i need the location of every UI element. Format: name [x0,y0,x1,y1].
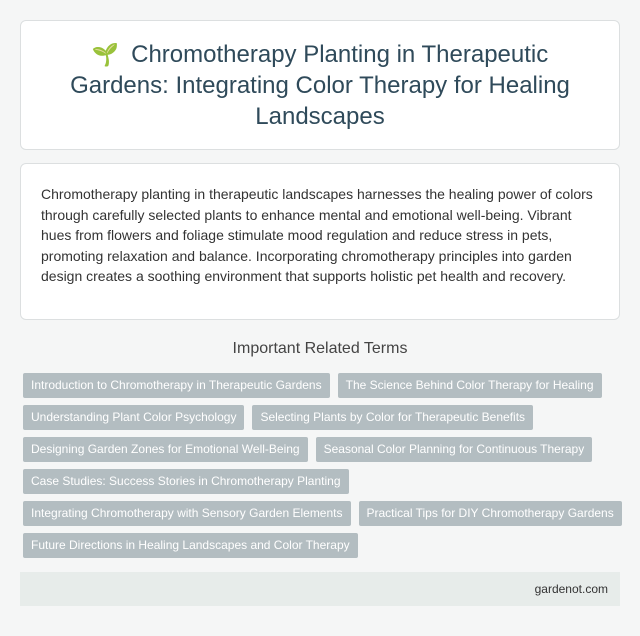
footer-site-link[interactable]: gardenot.com [534,582,608,596]
term-tag[interactable]: Introduction to Chromotherapy in Therapeutic Gardens [23,373,330,398]
seedling-icon: 🌱 [91,41,120,67]
related-terms-heading: Important Related Terms [232,340,408,357]
term-tag[interactable]: Case Studies: Success Stories in Chromotherapy Planting [23,469,349,494]
summary-card [20,163,620,320]
term-tag[interactable]: Seasonal Color Planning for Continuous Therapy [316,437,593,462]
term-tag[interactable]: Integrating Chromotherapy with Sensory Garden Elements [23,501,351,526]
title-card [20,20,620,150]
page-title-text: Chromotherapy Planting in Therapeutic Gardens: Integrating Color Therapy for Healing Landscapes [70,40,570,130]
summary-text: Chromotherapy planting in therapeutic landscapes harnesses the healing power of colors through carefully selected plants to enhance mental and emotional well-being. Vibrant hues from flowers and foliage stimulate mood regulation and reduce stress in pets, promoting relaxation and balance. Incorporating chromotherapy principles into garden design creates a soothing environment that supports holistic pet health and recovery. [41,186,593,284]
related-terms-list [23,373,623,558]
term-tag[interactable]: Designing Garden Zones for Emotional Well-Being [23,437,308,462]
term-tag[interactable]: Understanding Plant Color Psychology [23,405,244,430]
page-title [61,39,579,132]
term-tag[interactable]: The Science Behind Color Therapy for Healing [338,373,602,398]
footer [20,572,620,606]
term-tag[interactable]: Selecting Plants by Color for Therapeutic Benefits [252,405,533,430]
term-tag[interactable]: Practical Tips for DIY Chromotherapy Gardens [359,501,622,526]
term-tag[interactable]: Future Directions in Healing Landscapes and Color Therapy [23,533,358,558]
